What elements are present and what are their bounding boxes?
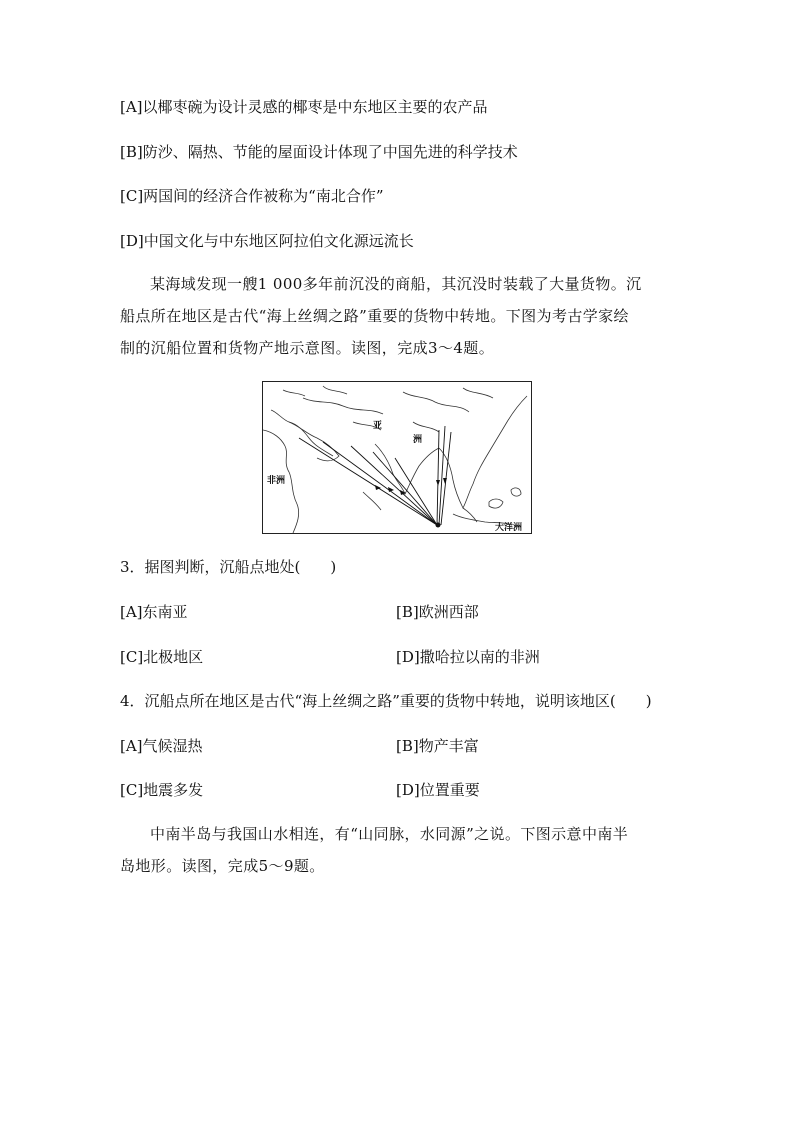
- question-3-stem: 3．据图判断，沉船点地处( ): [120, 558, 337, 576]
- question-4-stem: 4．沉船点所在地区是古代“海上丝绸之路”重要的货物中转地，说明该地区( ): [120, 692, 652, 710]
- option-a: [A]以椰枣碗为设计灵感的椰枣是中东地区主要的农产品: [120, 98, 488, 116]
- option-b: [B]防沙、隔热、节能的屋面设计体现了中国先进的科学技术: [120, 143, 518, 161]
- map-label-africa: 非洲: [267, 476, 286, 486]
- q4-option-b: [B]物产丰富: [396, 737, 479, 755]
- q3-option-c: [C]北极地区: [120, 648, 204, 666]
- passage-2-line: 岛地形。读图，完成5～9题。: [120, 857, 325, 875]
- map-svg: [263, 382, 531, 533]
- coastlines: [263, 386, 527, 533]
- q4-option-d: [D]位置重要: [396, 781, 480, 799]
- passage-1-line: 船点所在地区是古代“海上丝绸之路”重要的货物中转地。下图为考古学家绘: [120, 307, 629, 325]
- q4-option-a: [A]气候湿热: [120, 737, 203, 755]
- passage-2-line: 中南半岛与我国山水相连，有“山同脉，水同源”之说。下图示意中南半: [150, 825, 629, 843]
- option-c: [C]两国间的经济合作被称为“南北合作”: [120, 187, 384, 205]
- shipwreck-point: [436, 523, 441, 528]
- q4-option-c: [C]地震多发: [120, 781, 204, 799]
- option-d: [D]中国文化与中东地区阿拉伯文化源远流长: [120, 232, 414, 250]
- q3-option-b: [B]欧洲西部: [396, 603, 479, 621]
- q3-option-d: [D]撒哈拉以南的非洲: [396, 648, 540, 666]
- passage-1-line: 制的沉船位置和货物产地示意图。读图，完成3～4题。: [120, 339, 495, 357]
- map-label-asia-2: 洲: [413, 435, 423, 445]
- map-label-oceania: 大洋洲: [495, 523, 523, 533]
- map-label-asia-1: 亚: [373, 421, 383, 431]
- q3-option-a: [A]东南亚: [120, 603, 188, 621]
- shipwreck-map: [262, 381, 532, 534]
- passage-1-line: 某海域发现一艘1 000多年前沉没的商船，其沉没时装载了大量货物。沉: [150, 275, 642, 293]
